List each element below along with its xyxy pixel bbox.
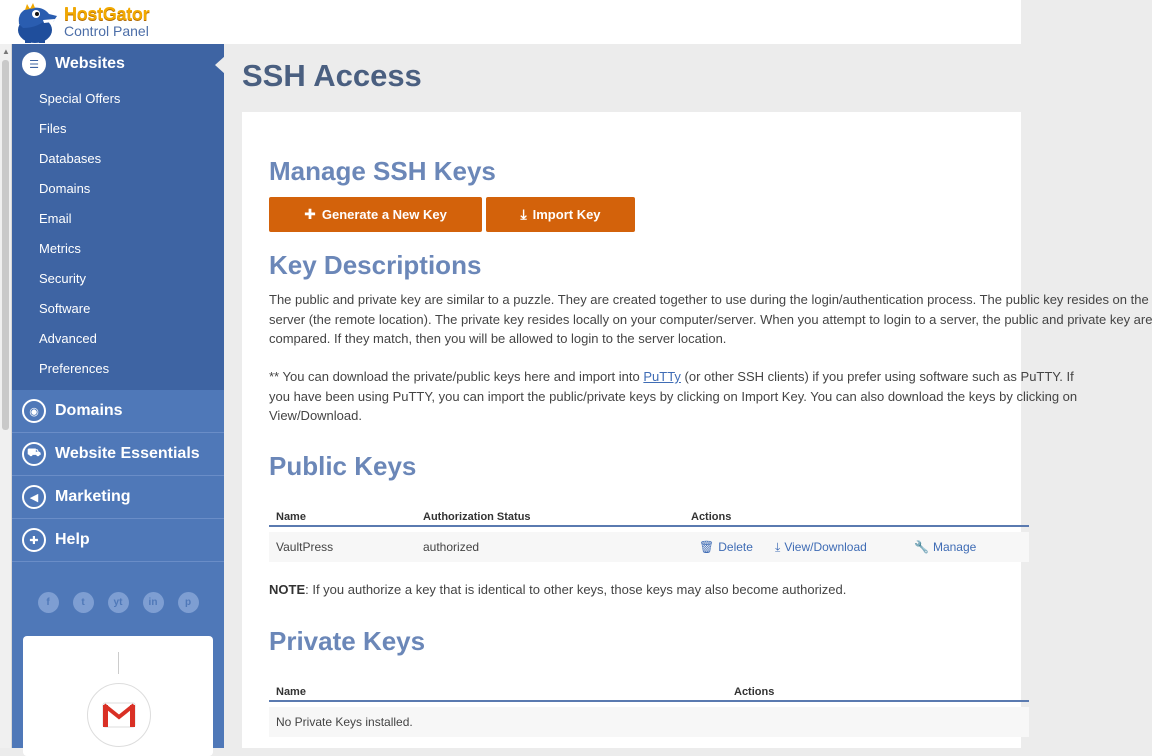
sidebar-item-security[interactable]: Security (39, 271, 86, 286)
trash-icon: 🗑 (699, 540, 715, 554)
import-icon: ⤓ (520, 206, 527, 222)
sidebar-item-special-offers[interactable]: Special Offers (39, 91, 121, 106)
sidebar-item-metrics[interactable]: Metrics (39, 241, 81, 256)
column-header-actions: Actions (691, 511, 732, 523)
sidebar-section-help[interactable] (12, 519, 224, 562)
sidebar-section-label: Websites (55, 55, 125, 72)
private-keys-heading: Private Keys (269, 626, 426, 656)
column-header-actions: Actions (734, 686, 775, 698)
manage-ssh-keys-heading: Manage SSH Keys (269, 156, 496, 186)
websites-submenu (12, 84, 224, 390)
generate-new-key-label: Generate a New Key (321, 207, 447, 222)
column-header-authorization-status: Authorization Status (423, 511, 531, 523)
putty-link[interactable]: PuTTy (643, 369, 681, 384)
paragraph-text: ** You can download the private/public keys here and import into (269, 369, 644, 384)
active-caret-icon (215, 56, 225, 74)
main-content (242, 112, 1152, 748)
private-keys-table-header (269, 682, 1029, 702)
sidebar-section-label: Domains (55, 402, 123, 419)
sidebar-item-preferences[interactable]: Preferences (39, 361, 110, 376)
sidebar-section-label: Website Essentials (55, 445, 200, 462)
sidebar-item-domains[interactable]: Domains (39, 181, 91, 196)
scroll-up-arrow-icon[interactable]: ▲ (2, 47, 10, 56)
top-header (0, 0, 1021, 44)
linkedin-icon[interactable]: in (143, 592, 164, 613)
youtube-icon[interactable]: yt (108, 592, 129, 613)
import-key-label: Import Key (532, 207, 601, 222)
plus-icon: ✚ (304, 206, 316, 222)
view-download-key-button[interactable] (775, 532, 867, 562)
sidebar-section-label: Help (55, 531, 90, 548)
empty-private-keys-message: No Private Keys installed. (276, 715, 413, 729)
authorization-note (269, 582, 846, 597)
putty-paragraph (269, 367, 1089, 426)
sidebar-item-files[interactable]: Files (39, 121, 67, 136)
brand-subtitle: Control Panel (64, 23, 149, 39)
sidebar (12, 44, 224, 748)
generate-new-key-button[interactable] (269, 197, 482, 232)
delete-label: Delete (718, 540, 753, 554)
table-row (269, 532, 1029, 562)
megaphone-icon: ◀ (22, 485, 46, 509)
sidebar-scrollbar[interactable] (0, 44, 12, 748)
paragraph-line: compared. If they match, then you will be allowed to login to the server location. (269, 331, 727, 346)
lifebuoy-icon: ✚ (22, 528, 46, 552)
column-header-name: Name (276, 511, 306, 523)
sidebar-section-domains[interactable] (12, 390, 224, 433)
pinterest-icon[interactable]: p (178, 592, 199, 613)
view-download-label: View/Download (784, 540, 867, 554)
paragraph-line (269, 367, 1089, 387)
key-description-paragraph (269, 290, 1152, 349)
brand-name: HostGator (64, 4, 150, 24)
sidebar-item-advanced[interactable]: Advanced (39, 331, 97, 346)
promo-card[interactable] (23, 636, 213, 756)
paragraph-line: you have been using PuTTY, you can import the public/private keys by clicking on Import Key. You can also download the keys by clicking on (269, 388, 1078, 404)
sidebar-section-marketing[interactable] (12, 476, 224, 519)
public-keys-heading: Public Keys (269, 451, 417, 481)
key-status-cell: authorized (423, 540, 480, 554)
hostgator-logo-icon[interactable] (13, 2, 61, 44)
promo-divider (118, 652, 119, 674)
logo-text (64, 4, 149, 39)
sidebar-item-email[interactable]: Email (39, 211, 72, 226)
sidebar-section-website-essentials[interactable] (12, 433, 224, 476)
table-row (269, 707, 1029, 737)
column-header-name: Name (276, 686, 306, 698)
key-descriptions-heading: Key Descriptions (269, 250, 482, 280)
public-keys-table-header (269, 507, 1029, 527)
delete-key-button[interactable] (699, 532, 753, 562)
sidebar-section-websites[interactable] (12, 44, 224, 84)
manage-key-button[interactable] (914, 532, 976, 562)
paragraph-line: View/Download. (269, 408, 362, 423)
paragraph-line: server (the remote location). The private key resides locally on your computer/server. When you attempt to login to a server, the public and private key are (269, 311, 1152, 327)
note-label: NOTE (269, 582, 306, 597)
list-icon: ☰ (22, 52, 46, 76)
sidebar-section-label: Marketing (55, 488, 131, 505)
sidebar-item-software[interactable]: Software (39, 301, 91, 316)
key-name-cell: VaultPress (276, 540, 334, 554)
social-links (12, 562, 224, 613)
facebook-icon[interactable]: f (38, 592, 59, 613)
globe-icon: ◉ (22, 399, 46, 423)
twitter-icon[interactable]: t (73, 592, 94, 613)
gmail-icon (87, 683, 151, 747)
import-key-button[interactable] (486, 197, 635, 232)
note-text: : If you authorize a key that is identical to other keys, those keys may also become authorized. (305, 582, 847, 597)
manage-label: Manage (932, 540, 977, 554)
download-icon: ⤓ (775, 540, 781, 554)
scrollbar-thumb[interactable] (2, 60, 9, 430)
cart-icon: ⛟ (22, 442, 46, 466)
page-title: SSH Access (242, 58, 422, 93)
paragraph-line: The public and private key are similar to a puzzle. They are created together to use during the login/authentication process. The public key resides on the (269, 292, 1149, 307)
sidebar-item-databases[interactable]: Databases (39, 151, 102, 166)
paragraph-text: (or other SSH clients) if you prefer using software such as PuTTY. If (680, 369, 1074, 384)
wrench-icon: 🔧 (914, 540, 929, 554)
